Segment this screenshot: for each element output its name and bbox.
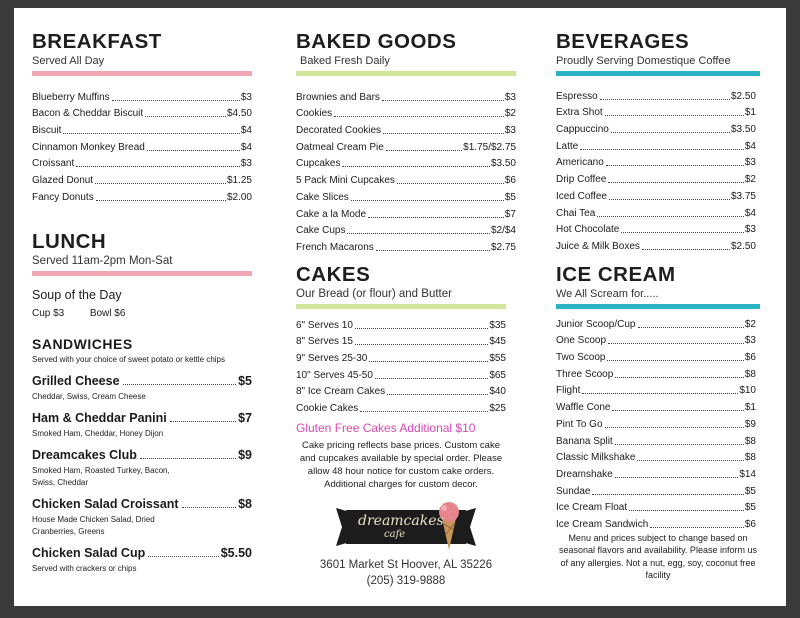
menu-item-name: Blueberry Muffins (32, 91, 110, 103)
sandwich-name: Dreamcakes Club (32, 448, 137, 462)
breakfast-divider (32, 71, 252, 76)
leader-dots (382, 100, 504, 101)
menu-item-name: Glazed Donut (32, 175, 94, 187)
menu-item-price: $3 (744, 335, 756, 347)
leader-dots (182, 507, 237, 508)
leader-dots (580, 149, 744, 150)
menu-item-name: One Scoop (556, 335, 607, 347)
lunch-title: LUNCH (32, 230, 107, 253)
sandwich-row (32, 546, 252, 560)
leader-dots (334, 116, 504, 117)
menu-item-price: $2 (744, 174, 756, 186)
sandwich-item (32, 411, 252, 440)
menu-item (556, 331, 756, 348)
menu-item-price: $8 (744, 435, 756, 447)
menu-item (296, 170, 516, 187)
menu-item-name: Dreamshake (556, 468, 613, 480)
leader-dots (383, 133, 504, 134)
baked-goods-subtitle: Baked Fresh Daily (300, 55, 390, 67)
leader-dots (387, 394, 488, 395)
menu-item-price: $2 (744, 318, 756, 330)
menu-item-price: $10 (739, 385, 756, 397)
logo-name: dreamcakes (358, 513, 444, 529)
menu-item-price: $45 (489, 336, 506, 348)
menu-item (296, 221, 516, 238)
menu-item-name: Juice & Milk Boxes (556, 240, 640, 252)
menu-item (556, 514, 756, 531)
menu-item-price: $65 (489, 369, 506, 381)
menu-item (556, 347, 756, 364)
menu-item (296, 237, 516, 254)
sandwich-description: Smoked Ham, Roasted Turkey, Bacon, Swiss, Cheddar (32, 466, 170, 487)
sandwiches-section (32, 336, 252, 575)
cakes-title: CAKES (296, 263, 371, 286)
soup-cup-price: Cup $3 (32, 308, 65, 319)
menu-item-price: $6 (744, 352, 756, 364)
leader-dots (606, 165, 744, 166)
sandwich-item (32, 497, 252, 538)
menu-item-price: $4 (744, 140, 756, 152)
menu-item-price: $2.50 (730, 240, 756, 252)
menu-item (556, 414, 756, 431)
menu-item (556, 186, 756, 203)
menu-sheet (14, 8, 786, 606)
menu-item-price: $3 (504, 91, 516, 103)
soup-prices (32, 308, 252, 319)
leader-dots (611, 132, 730, 133)
lunch-section (32, 230, 252, 319)
menu-item (296, 398, 506, 415)
beverages-divider (556, 71, 760, 76)
menu-item (296, 348, 506, 365)
sandwich-price: $8 (238, 497, 252, 511)
menu-item-price: $3.75 (730, 190, 756, 202)
leader-dots (351, 200, 504, 201)
soup-bowl-price: Bowl $6 (89, 308, 126, 319)
menu-item-name: Brownies and Bars (296, 91, 380, 103)
baked-goods-items (296, 87, 516, 254)
menu-item-price: $55 (489, 353, 506, 365)
menu-item-name: Oatmeal Cream Pie (296, 141, 384, 153)
menu-item (556, 119, 756, 136)
menu-item-price: $3 (240, 91, 252, 103)
menu-item (296, 332, 506, 349)
menu-item (32, 170, 252, 187)
menu-item-name: Cake a la Mode (296, 208, 367, 220)
menu-item-name: 8" Ice Cream Cakes (296, 386, 386, 398)
leader-dots (147, 150, 240, 151)
sandwich-description: Cheddar, Swiss, Cream Cheese (32, 392, 146, 401)
leader-dots (355, 328, 488, 329)
menu-item-price: $14 (739, 468, 756, 480)
beverage-items (556, 86, 756, 253)
leader-dots (375, 378, 488, 379)
menu-item-price: $2.75 (490, 241, 516, 253)
baked-goods-section (296, 30, 516, 254)
menu-item-name: Ice Cream Float (556, 502, 628, 514)
ice-cream-title: ICE CREAM (556, 263, 676, 286)
menu-item-price: $9 (744, 418, 756, 430)
menu-item (556, 381, 756, 398)
sandwich-items (32, 374, 252, 575)
menu-item (32, 187, 252, 204)
sandwich-item (32, 546, 252, 575)
leader-dots (63, 133, 239, 134)
menu-item-name: Biscuit (32, 125, 62, 137)
menu-item (32, 120, 252, 137)
gluten-free-note: Gluten Free Cakes Additional $10 (296, 421, 476, 436)
sandwich-row (32, 448, 252, 462)
menu-item-name: Extra Shot (556, 107, 603, 119)
menu-item-price: $4.50 (226, 108, 252, 120)
menu-item-name: Cookie Cakes (296, 403, 359, 415)
menu-item-name: 10" Serves 45-50 (296, 369, 373, 381)
baked-goods-divider (296, 71, 516, 76)
menu-item-price: $35 (489, 319, 506, 331)
leader-dots (112, 100, 240, 101)
menu-item-name: Hot Chocolate (556, 224, 620, 236)
menu-item-name: Iced Coffee (556, 190, 607, 202)
beverages-title: BEVERAGES (556, 30, 690, 53)
menu-item-name: Cappuccino (556, 124, 609, 136)
logo-subtext: cafe (384, 529, 406, 540)
menu-item-price: $5 (744, 485, 756, 497)
menu-item (556, 103, 756, 120)
menu-item-price: $8 (744, 452, 756, 464)
menu-disclaimer: Menu and prices subject to change based on seasonal flavors and availability. Please inform us of any allergies. Not a nut, egg, soy, coconut free facility (559, 532, 757, 581)
cake-items (296, 315, 506, 415)
menu-item-name: Classic Milkshake (556, 452, 636, 464)
menu-item-name: Fancy Donuts (32, 191, 94, 203)
leader-dots (629, 510, 744, 511)
sandwich-item (32, 374, 252, 403)
sandwich-name: Chicken Salad Cup (32, 546, 146, 560)
leader-dots (615, 444, 744, 445)
leader-dots (342, 166, 490, 167)
breakfast-section (32, 30, 252, 204)
leader-dots (355, 344, 488, 345)
sandwich-description: Smoked Ham, Cheddar, Honey Dijon (32, 429, 164, 438)
menu-item-name: French Macarons (296, 241, 374, 253)
leader-dots (615, 477, 739, 478)
leader-dots (347, 233, 490, 234)
menu-item-price: $4 (744, 207, 756, 219)
menu-item (296, 187, 516, 204)
sandwich-description: Served with crackers or chips (32, 564, 137, 573)
leader-dots (615, 377, 744, 378)
menu-item (556, 203, 756, 220)
menu-item (556, 220, 756, 237)
sandwiches-title: SANDWICHES (32, 336, 133, 352)
menu-item-price: $3 (504, 125, 516, 137)
leader-dots (376, 250, 490, 251)
menu-item-price: $2 (504, 108, 516, 120)
menu-item-name: 9" Serves 25-30 (296, 353, 368, 365)
sandwiches-subtitle: Served with your choice of sweet potato or kettle chips (32, 355, 225, 364)
menu-item (556, 481, 756, 498)
leader-dots (608, 182, 743, 183)
menu-item (32, 137, 252, 154)
menu-item-name: Decorated Cookies (296, 125, 382, 137)
menu-item (556, 431, 756, 448)
menu-item (556, 397, 756, 414)
phone-number: (205) 319-9888 (366, 575, 446, 587)
menu-item (556, 136, 756, 153)
leader-dots (609, 199, 730, 200)
menu-item-name: Cake Slices (296, 191, 349, 203)
menu-item-name: Sundae (556, 485, 591, 497)
menu-item (556, 364, 756, 381)
ice-cream-divider (556, 304, 760, 309)
menu-item-name: Two Scoop (556, 352, 606, 364)
menu-item (296, 315, 506, 332)
menu-item-price: $1 (744, 402, 756, 414)
lunch-subtitle: Served 11am-2pm Mon-Sat (32, 255, 173, 267)
menu-item-price: $8 (744, 368, 756, 380)
cakes-section (296, 263, 506, 491)
leader-dots (642, 249, 730, 250)
baked-goods-title: BAKED GOODS (296, 30, 457, 53)
menu-item-price: $25 (489, 403, 506, 415)
menu-item-price: $6 (504, 175, 516, 187)
sandwich-row (32, 497, 252, 511)
leader-dots (605, 427, 744, 428)
menu-item-name: Americano (556, 157, 604, 169)
leader-dots (582, 393, 738, 394)
leader-dots (145, 116, 226, 117)
leader-dots (607, 360, 743, 361)
breakfast-subtitle: Served All Day (32, 55, 105, 67)
leader-dots (638, 327, 744, 328)
leader-dots (397, 183, 504, 184)
ice-cream-section (556, 263, 760, 582)
sandwich-row (32, 411, 252, 425)
leader-dots (76, 166, 240, 167)
menu-item-price: $2/$4 (490, 225, 516, 237)
leader-dots (96, 200, 226, 201)
menu-item-name: Latte (556, 140, 579, 152)
sandwich-name: Ham & Cheddar Panini (32, 411, 167, 425)
leader-dots (637, 460, 743, 461)
menu-item (556, 86, 756, 103)
breakfast-title: BREAKFAST (32, 30, 162, 53)
menu-item-name: 8" Serves 15 (296, 336, 353, 348)
menu-item (296, 104, 516, 121)
leader-dots (123, 384, 237, 385)
leader-dots (140, 458, 236, 459)
menu-item (556, 236, 756, 253)
menu-item-name: Croissant (32, 158, 75, 170)
menu-item-name: Cinnamon Monkey Bread (32, 141, 145, 153)
dreamcakes-logo (336, 496, 476, 552)
sandwich-price: $9 (238, 448, 252, 462)
leader-dots (369, 361, 488, 362)
sandwich-price: $5 (238, 374, 252, 388)
sandwich-price: $5.50 (220, 546, 252, 560)
menu-item-price: $3 (744, 224, 756, 236)
leader-dots (608, 343, 744, 344)
ice-cream-subtitle: We All Scream for..... (556, 288, 659, 300)
leader-dots (170, 421, 236, 422)
menu-item (556, 448, 756, 465)
menu-item-price: $4 (240, 141, 252, 153)
address: 3601 Market St Hoover, AL 35226 (319, 559, 493, 571)
cake-pricing-note: Cake pricing reflects base prices. Custom cake and cupcakes available by special order. Please allow 48 hour notice for custom cake orders. Additional charges for custom decor. (299, 440, 503, 491)
breakfast-items (32, 87, 252, 204)
beverages-subtitle: Proudly Serving Domestique Coffee (556, 55, 731, 67)
menu-item (296, 87, 516, 104)
menu-item (32, 154, 252, 171)
menu-item (296, 137, 516, 154)
ice-cream-items (556, 314, 756, 531)
menu-item-name: Drip Coffee (556, 174, 607, 186)
menu-item-name: Bacon & Cheddar Biscuit (32, 108, 144, 120)
leader-dots (360, 411, 488, 412)
menu-item-price: $6 (744, 518, 756, 530)
menu-item-name: Ice Cream Sandwich (556, 518, 649, 530)
cakes-divider (296, 304, 506, 309)
sandwich-price: $7 (238, 411, 252, 425)
sandwich-name: Grilled Cheese (32, 374, 120, 388)
menu-item-price: $7 (504, 208, 516, 220)
lunch-divider (32, 271, 252, 276)
leader-dots (592, 494, 743, 495)
menu-item (556, 169, 756, 186)
menu-item-name: 5 Pack Mini Cupcakes (296, 175, 395, 187)
leader-dots (605, 115, 744, 116)
menu-item-price: $4 (240, 125, 252, 137)
menu-item (32, 104, 252, 121)
menu-item-price: $1.25 (226, 175, 252, 187)
menu-item-price: $1 (744, 107, 756, 119)
menu-item-price: $1.75/$2.75 (463, 141, 516, 153)
leader-dots (148, 556, 218, 557)
menu-item-name: Cupcakes (296, 158, 341, 170)
menu-item (296, 382, 506, 399)
leader-dots (95, 183, 226, 184)
menu-item (556, 314, 756, 331)
menu-item-name: Waffle Cone (556, 402, 611, 414)
leader-dots (597, 216, 744, 217)
menu-item-name: Three Scoop (556, 368, 614, 380)
sandwich-item (32, 448, 252, 489)
beverages-section (556, 30, 760, 253)
menu-item-price: $3.50 (490, 158, 516, 170)
menu-item-name: Cake Cups (296, 225, 346, 237)
menu-item-price: $3.50 (730, 124, 756, 136)
menu-item-name: Cookies (296, 108, 333, 120)
menu-item-price: $5 (504, 191, 516, 203)
menu-item-name: 6" Serves 10 (296, 319, 353, 331)
sandwich-name: Chicken Salad Croissant (32, 497, 179, 511)
leader-dots (386, 150, 462, 151)
menu-item (556, 464, 756, 481)
leader-dots (621, 232, 744, 233)
menu-item-name: Espresso (556, 90, 598, 102)
menu-item (296, 154, 516, 171)
menu-item-name: Banana Split (556, 435, 613, 447)
leader-dots (368, 217, 504, 218)
menu-item (296, 120, 516, 137)
leader-dots (612, 410, 743, 411)
soup-title: Soup of the Day (32, 288, 122, 302)
menu-item-price: $5 (744, 502, 756, 514)
menu-item (32, 87, 252, 104)
menu-item (296, 365, 506, 382)
sandwich-row (32, 374, 252, 388)
menu-item (556, 498, 756, 515)
menu-item-price: $3 (744, 157, 756, 169)
menu-item-name: Flight (556, 385, 581, 397)
menu-item-price: $2.00 (226, 191, 252, 203)
menu-item (296, 204, 516, 221)
menu-item-price: $2.50 (730, 90, 756, 102)
menu-item-price: $40 (489, 386, 506, 398)
menu-item-name: Pint To Go (556, 418, 603, 430)
sandwich-description: House Made Chicken Salad, Dried Cranberries, Greens (32, 515, 155, 536)
menu-item (556, 153, 756, 170)
menu-item-name: Junior Scoop/Cup (556, 318, 636, 330)
leader-dots (600, 99, 730, 100)
leader-dots (650, 527, 744, 528)
menu-item-name: Chai Tea (556, 207, 596, 219)
cakes-subtitle: Our Bread (or flour) and Butter (296, 288, 452, 300)
menu-item-price: $3 (240, 158, 252, 170)
